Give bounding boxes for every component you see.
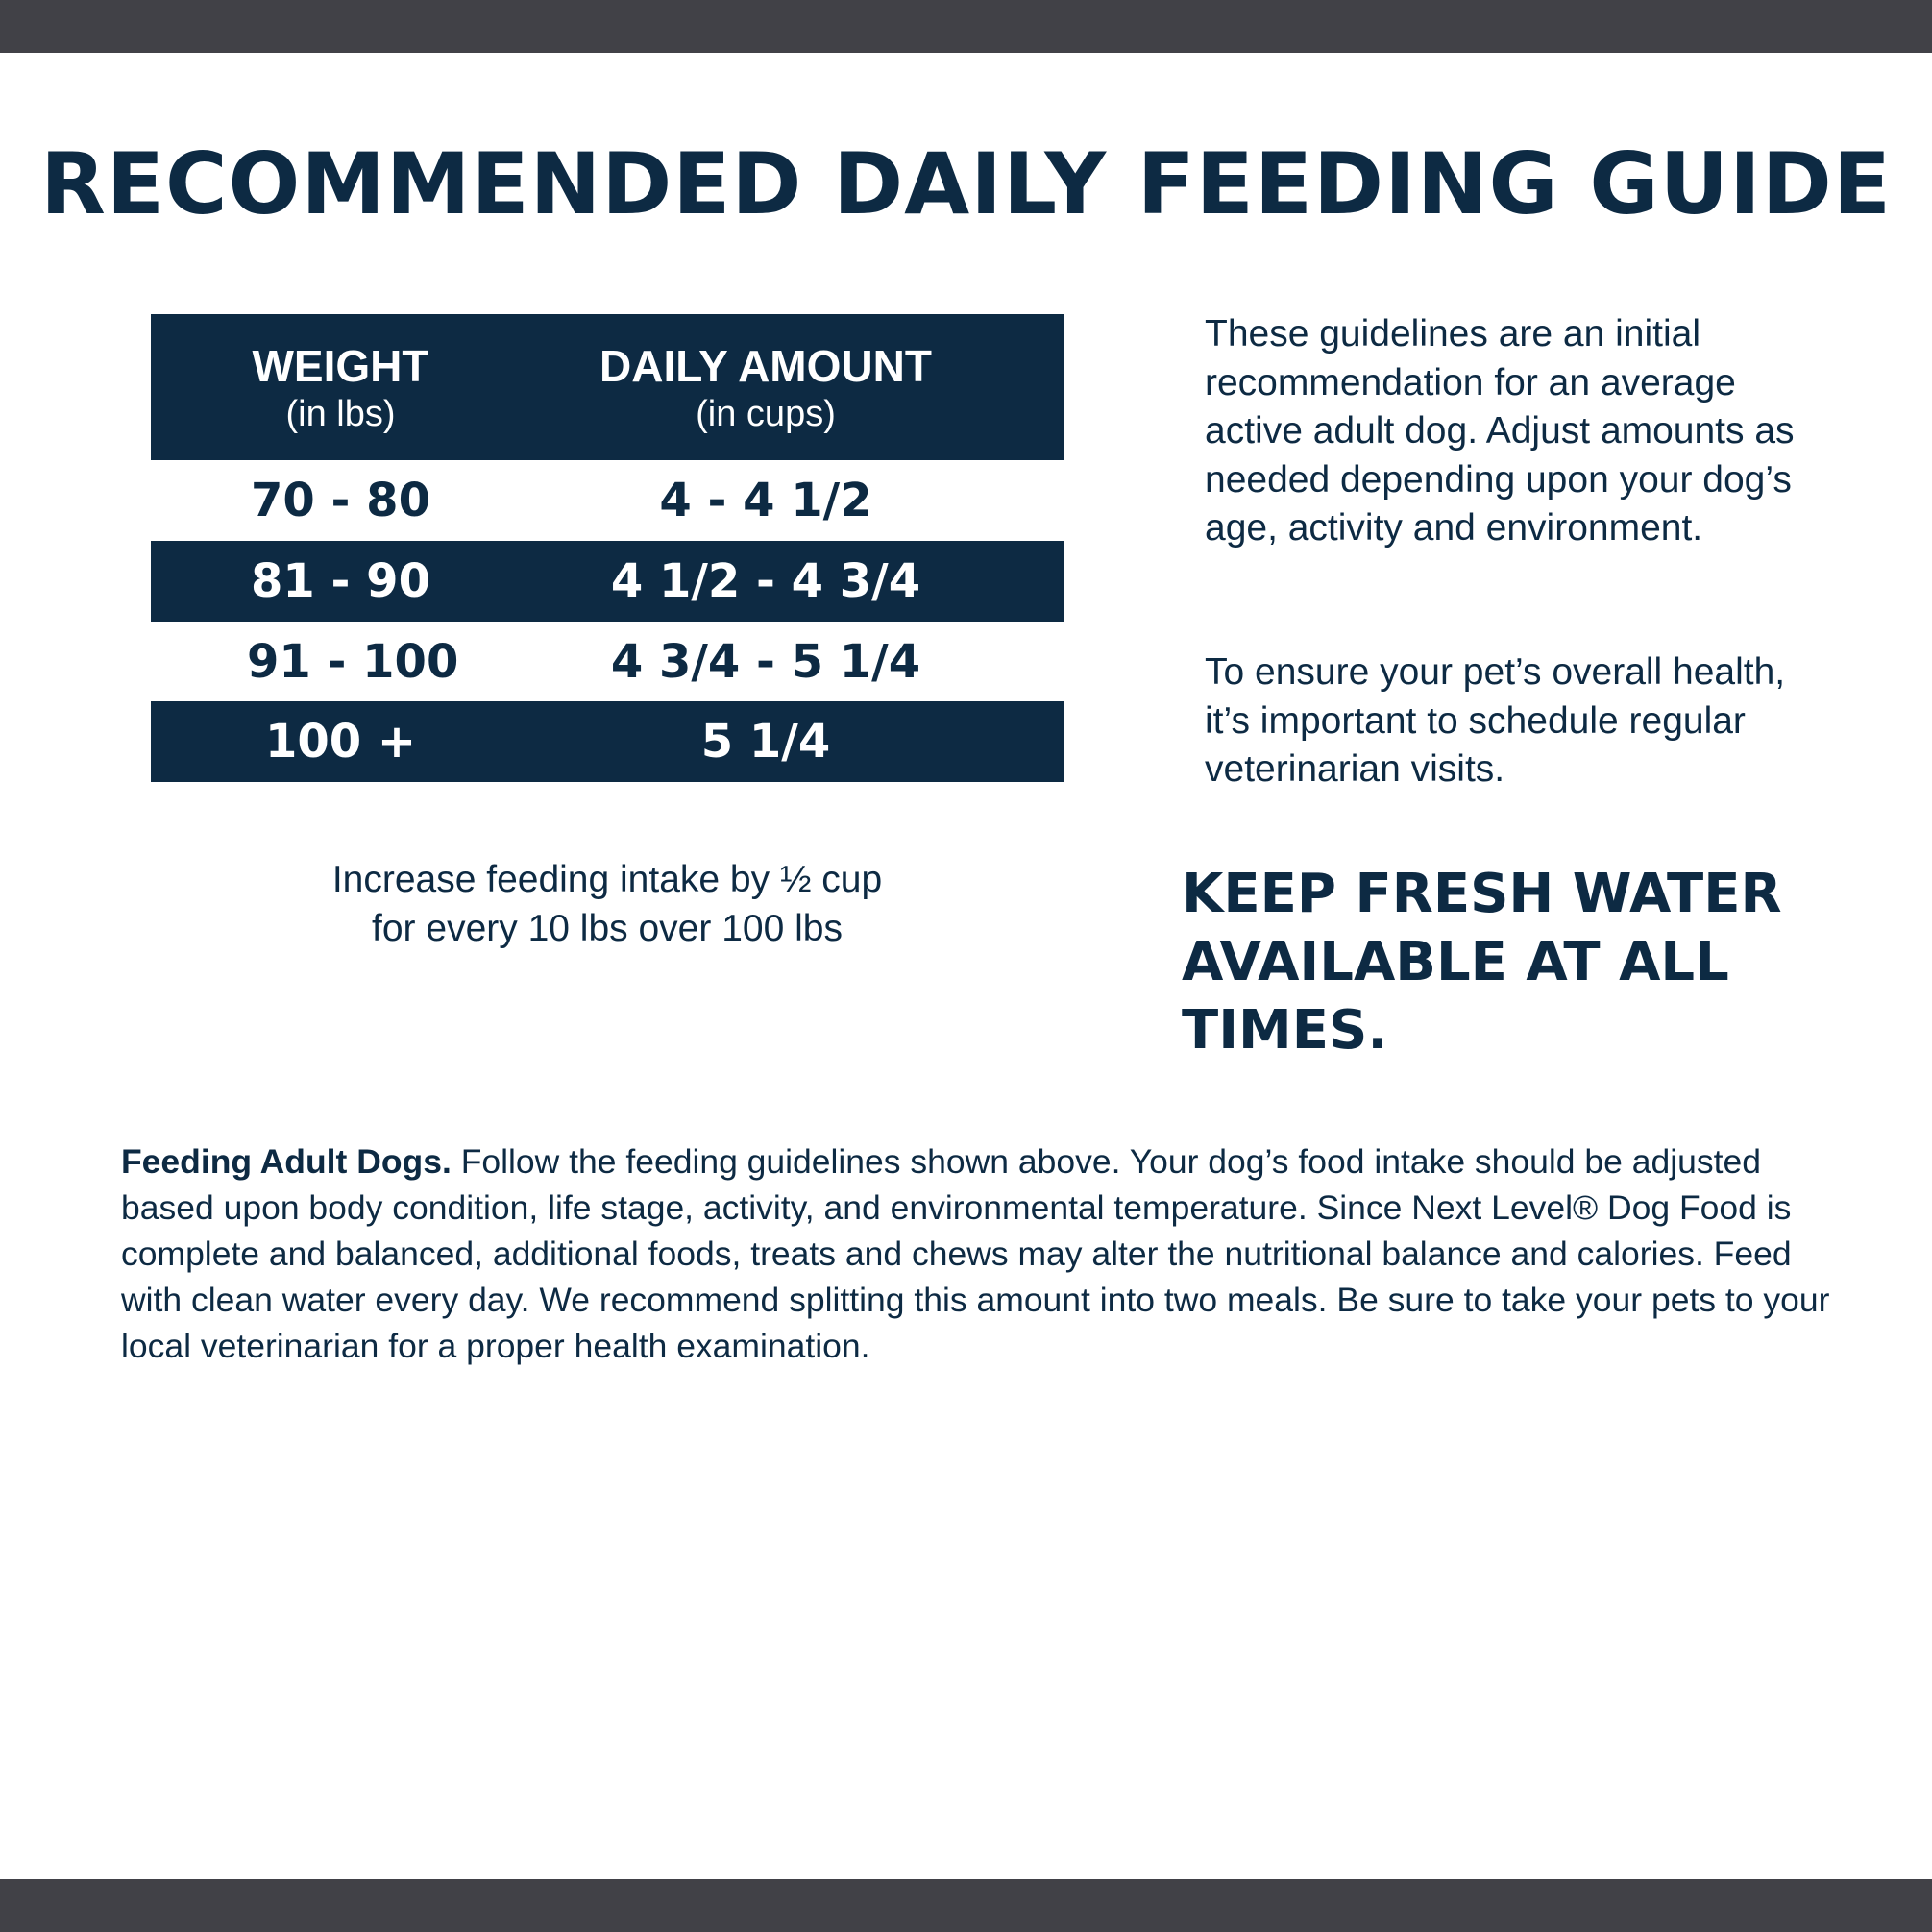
amount-header [583,314,948,435]
amount-cell: 4 3/4 - 5 1/4 [610,635,921,689]
bottom-bar [0,1879,1932,1932]
weight-header-unit: (in lbs) [285,394,396,434]
table-row [151,701,1064,782]
weight-header [247,314,434,435]
amount-cell: 4 - 4 1/2 [659,474,872,527]
weight-cell: 100 + [264,715,417,769]
amount-cell: 5 1/4 [700,715,831,769]
table-row [151,541,1064,622]
table-row [151,622,1064,701]
weight-cell: 81 - 90 [251,554,430,608]
weight-cell: 91 - 100 [247,635,459,689]
increase-note-line1: Increase feeding intake by ½ cup [331,859,883,900]
table-row [151,460,1064,541]
fresh-water-notice: KEEP FRESH WATER AVAILABLE AT ALL TIMES. [1182,863,1782,1062]
increase-intake-note [151,855,1064,953]
increase-note-line2: for every 10 lbs over 100 lbs [372,908,843,949]
guidelines-paragraph: These guidelines are an initial recommendation for an average active adult dog. Adjust amounts as needed depending upon your dog’s age, activity and environment. [1205,313,1795,549]
weight-cell: 70 - 80 [251,474,430,527]
table-header [151,314,1064,460]
amount-header-unit: (in cups) [696,394,836,434]
amount-cell: 4 1/2 - 4 3/4 [610,554,921,608]
feeding-table [151,314,1064,782]
vet-visits-paragraph: To ensure your pet’s overall health, it’s important to schedule regular veterinarian visits. [1205,651,1786,790]
feeding-adult-dogs-body: Follow the feeding guidelines shown above. Your dog’s food intake should be adjusted based upon body condition, life stage, activity, and environmental temperature. Since Next Level® Dog Food is complete and balanced, additional foods, treats and chews may alter the nutritional balance and calories. Feed with clean water every day. We recommend splitting this amount into two meals. Be sure to take your pets to your local veterinarian for a proper health examination. [121,1142,1830,1365]
weight-header-label: WEIGHT [252,341,429,391]
page-title: RECOMMENDED DAILY FEEDING GUIDE [40,135,1892,233]
feeding-adult-dogs-paragraph [121,1138,1850,1369]
top-bar [0,0,1932,53]
feeding-adult-dogs-lead: Feeding Adult Dogs. [121,1142,452,1181]
amount-header-label: DAILY AMOUNT [599,341,932,391]
